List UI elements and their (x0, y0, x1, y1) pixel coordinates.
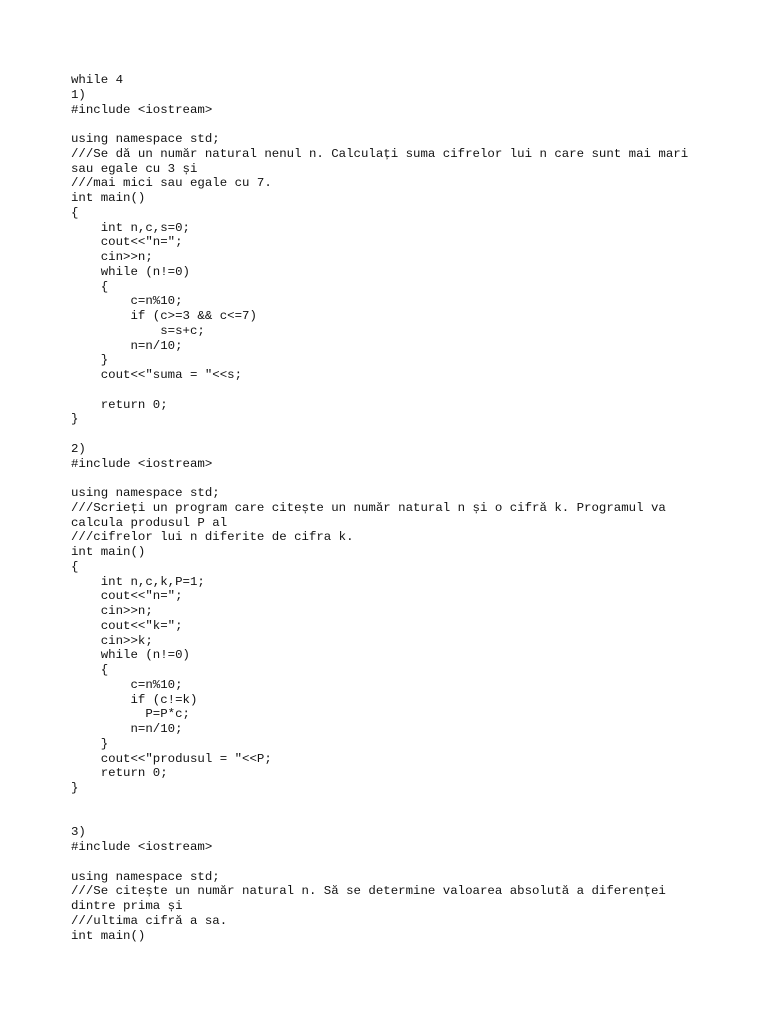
code-line: cin>>n; (71, 250, 153, 264)
code-line: { (71, 559, 79, 574)
code-line: cin>>k; (71, 633, 153, 648)
code-line (71, 427, 731, 442)
code-line: return 0; (71, 397, 168, 412)
code-line: { (71, 279, 109, 294)
code-line: #include <iostream> (71, 102, 213, 117)
code-line: c=n%10; (71, 677, 183, 692)
code-line: dintre prima și (71, 899, 183, 913)
code-line: { (71, 205, 79, 220)
code-line: #include <iostream> (71, 840, 213, 854)
code-line: return 0; (71, 766, 168, 781)
code-line: cout<<"k="; (71, 618, 183, 633)
code-line: s=s+c; (71, 323, 205, 338)
code-line: int n,c,k,P=1; (71, 574, 205, 589)
code-line: c=n%10; (71, 294, 183, 309)
code-line: 1) (71, 87, 86, 102)
code-line: int main() (71, 191, 146, 205)
code-line: calcula produsul P al (71, 515, 228, 530)
code-line: using namespace std; (71, 869, 220, 884)
code-line: } (71, 353, 109, 368)
code-line: } (71, 412, 79, 427)
code-line: ///Scrieți un program care citește un număr natural n și o cifră k. Programul va (71, 500, 666, 515)
code-line: ///mai mici sau egale cu 7. (71, 176, 272, 191)
code-line: if (c!=k) (71, 692, 198, 707)
code-line: cout<<"suma = "<<s; (71, 368, 243, 382)
code-line: n=n/10; (71, 338, 183, 353)
code-line: while (n!=0) (71, 264, 190, 279)
code-line: } (71, 781, 79, 795)
code-line: using namespace std; (71, 132, 220, 146)
code-line: ///Se dă un număr natural nenul n. Calculați suma cifrelor lui n care sunt mai mari (71, 146, 689, 161)
code-line: int main() (71, 928, 146, 943)
code-line (71, 855, 731, 870)
code-line: sau egale cu 3 și (71, 161, 198, 176)
code-line (71, 471, 731, 486)
code-line: while (n!=0) (71, 648, 190, 663)
code-line: #include <iostream> (71, 456, 213, 471)
code-line: ///Se citește un număr natural n. Să se determine valoarea absolută a diferenței (71, 884, 666, 899)
document-page (71, 73, 731, 943)
code-line: 3) (71, 825, 86, 840)
code-line: 2) (71, 441, 86, 456)
code-line: cout<<"n="; (71, 235, 183, 250)
code-listing (71, 73, 731, 943)
code-line: if (c>=3 && c<=7) (71, 309, 257, 323)
code-line: int n,c,s=0; (71, 220, 190, 235)
code-line: ///ultima cifră a sa. (71, 913, 228, 928)
code-line: { (71, 663, 109, 677)
code-line: ///cifrelor lui n diferite de cifra k. (71, 530, 354, 545)
code-line: int main() (71, 545, 146, 559)
code-line (71, 117, 731, 132)
code-line (71, 796, 731, 811)
code-line: using namespace std; (71, 486, 220, 500)
code-line: cout<<"n="; (71, 589, 183, 604)
code-line: cin>>n; (71, 604, 153, 618)
code-line: cout<<"produsul = "<<P; (71, 751, 272, 766)
code-line (71, 383, 731, 398)
code-line: } (71, 736, 109, 751)
code-line: P=P*c; (71, 707, 190, 722)
code-line (71, 811, 731, 826)
code-line: n=n/10; (71, 722, 183, 736)
code-line: while 4 (71, 73, 124, 87)
